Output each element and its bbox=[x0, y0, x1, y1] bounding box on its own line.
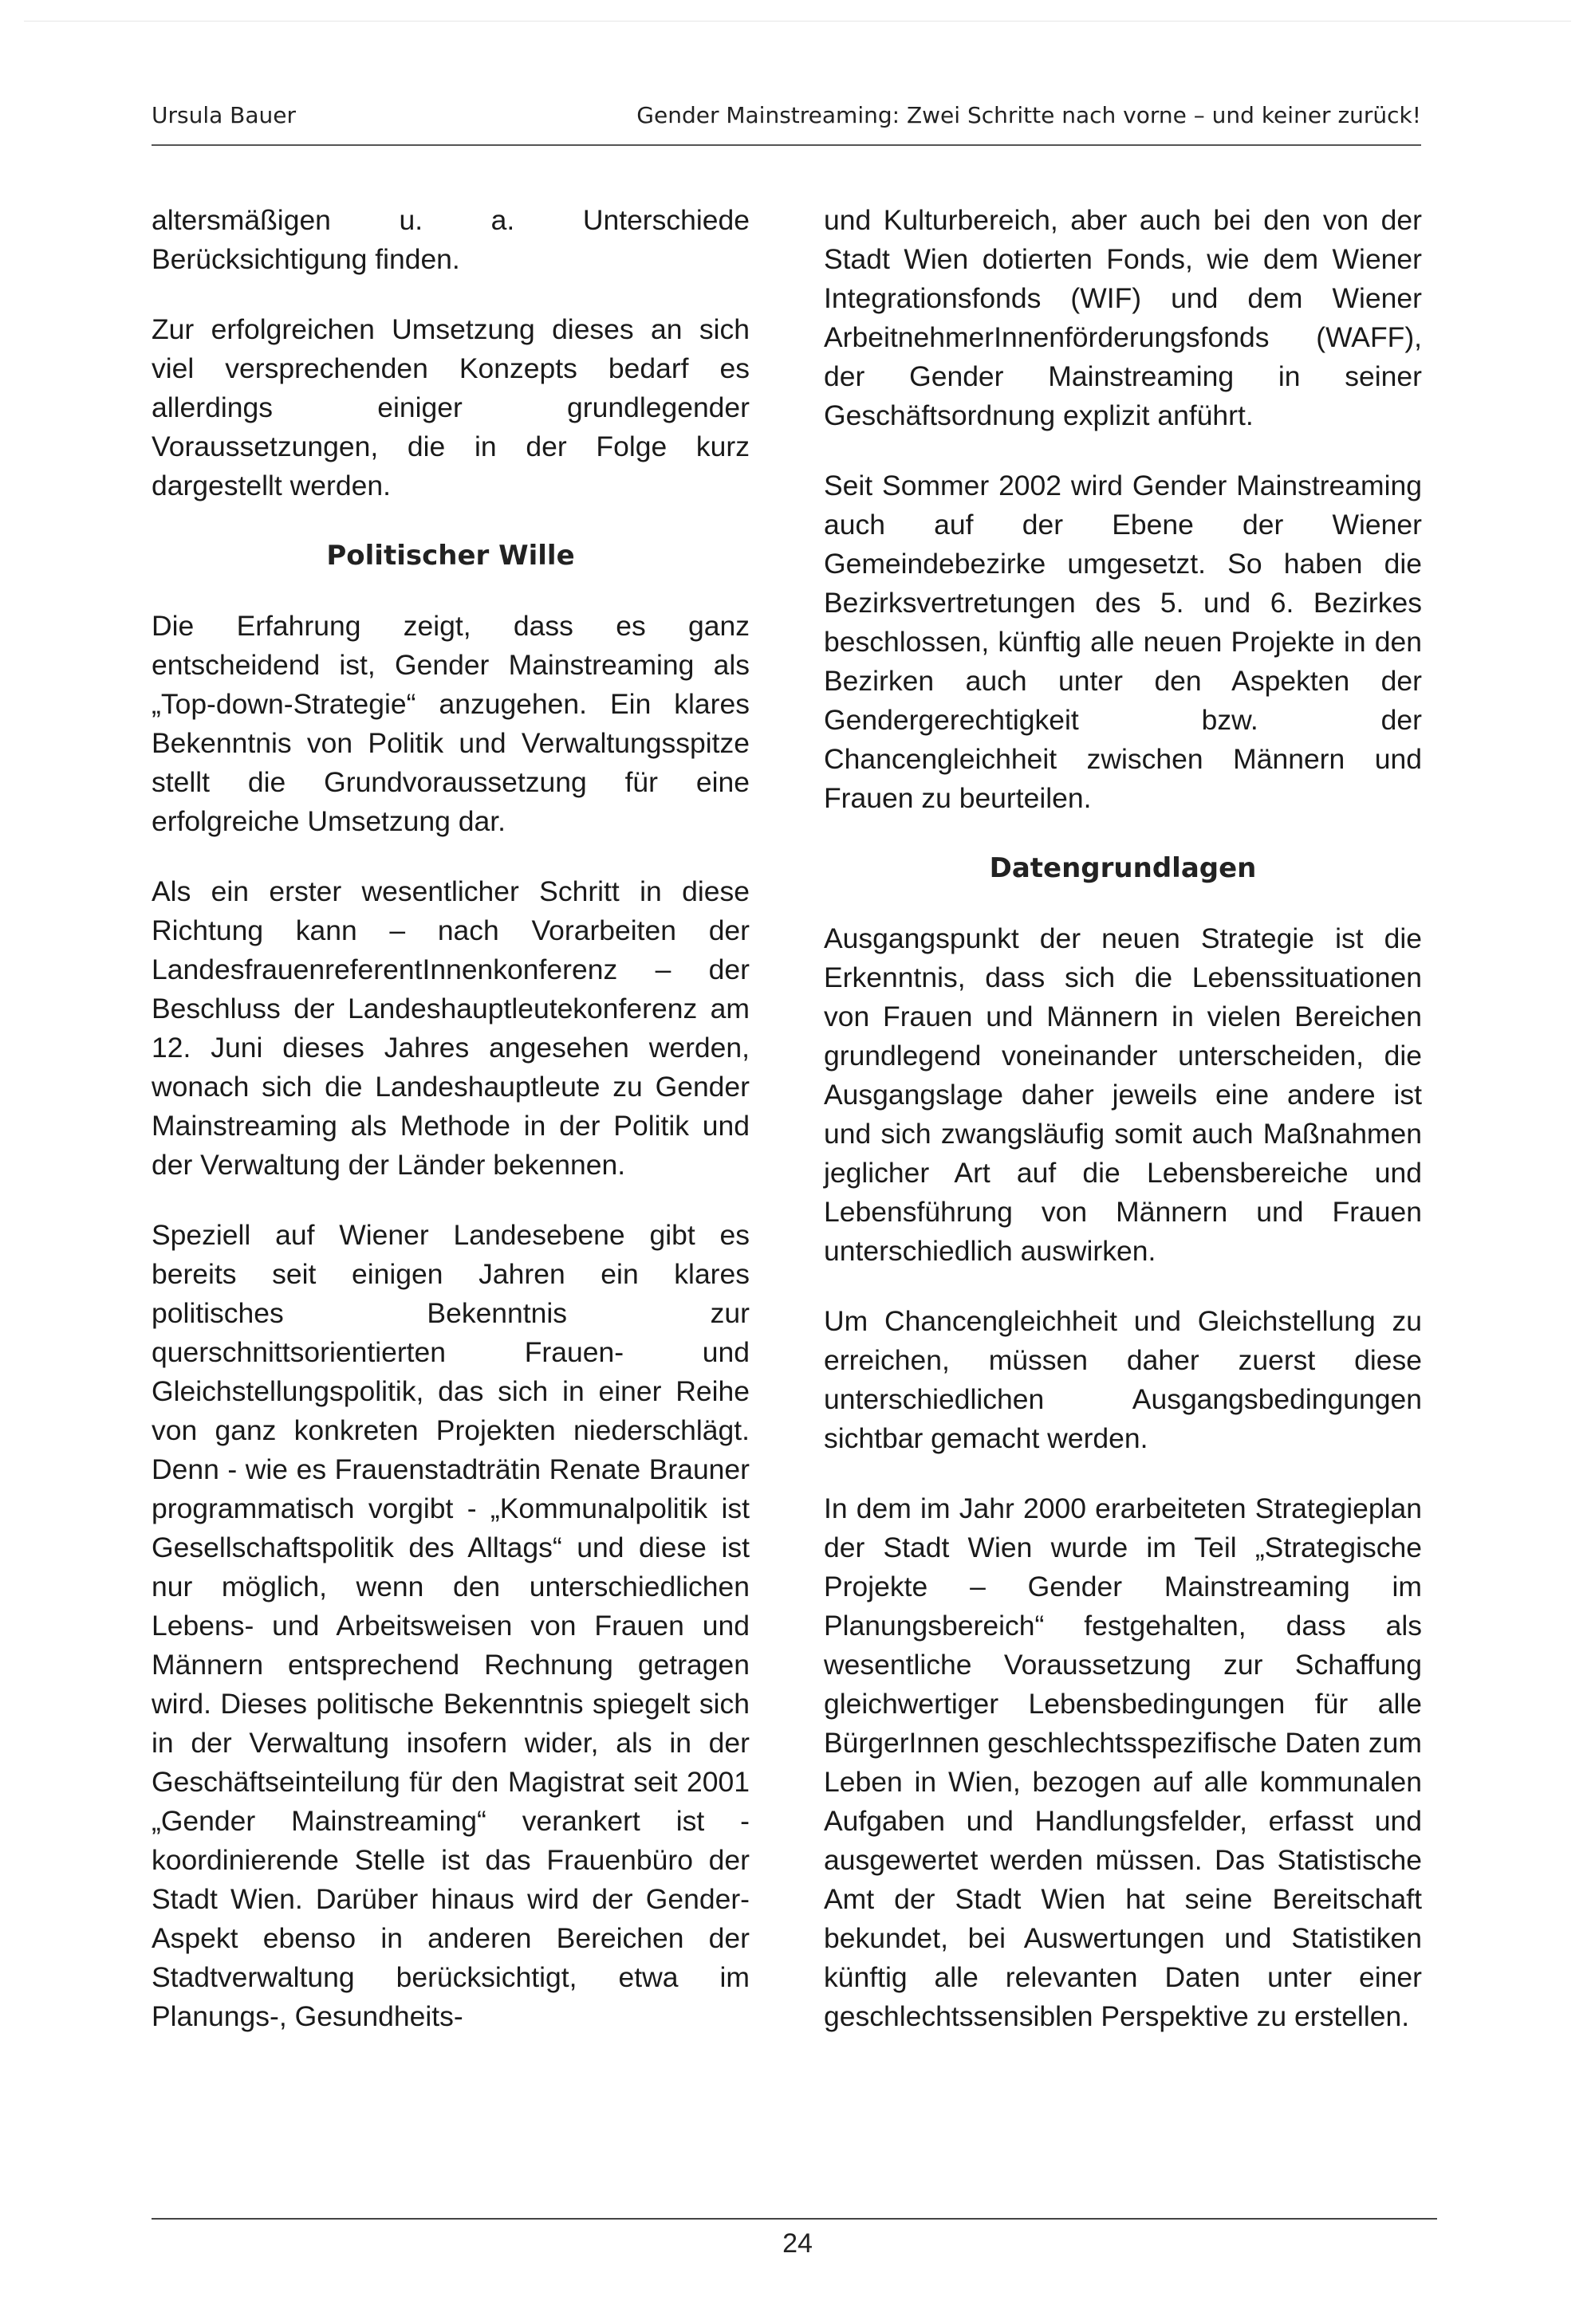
section-heading-politischer-wille: Politischer Wille bbox=[326, 540, 575, 572]
header-divider bbox=[152, 144, 1421, 146]
footer-divider bbox=[152, 2218, 1437, 2220]
paragraph: In dem im Jahr 2000 erarbeiteten Strategieplan der Stadt Wien wurde im Teil „Strategische Projekte – Gender Mainstreaming im Planungsbereich“ festgehalten, dass als wesentliche Voraussetzung zur Schaffung gleichwertiger Lebensbedingungen für alle BürgerInnen geschlechtsspezifische Daten zum Leben in Wien, bezogen auf alle kommunalen Aufgaben und Handlungsfelder, erfasst und ausgewertet werden müssen. Das Statistische Amt der Stadt Wien hat seine Bereitschaft bekundet, bei Auswertungen und Statistiken künftig alle relevanten Daten unter einer geschlechtssensiblen Perspektive zu erstellen. bbox=[824, 1492, 1422, 2032]
left-column bbox=[152, 201, 750, 2067]
right-column bbox=[824, 201, 1422, 2067]
paragraph: Ausgangspunkt der neuen Strategie ist die Erkenntnis, dass sich die Lebenssituationen von Frauen und Männern in vielen Bereichen grundlegend voneinander unterscheiden, die Ausgangslage daher jeweils eine andere ist und sich zwangsläufig somit auch Maßnahmen jeglicher Art auf die Lebensbereiche und Lebensführung von Männern und Frauen unterschiedlich auswirken. bbox=[824, 922, 1422, 1267]
paragraph: und Kulturbereich, aber auch bei den von der Stadt Wien dotierten Fonds, wie dem Wiener Integrationsfonds (WIF) und dem Wiener ArbeitnehmerInnenförderungsfonds (WAFF), der Gender Mainstreaming in seiner Geschäftsordnung explizit anführt. bbox=[824, 204, 1422, 431]
paragraph: Seit Sommer 2002 wird Gender Mainstreaming auch auf der Ebene der Wiener Gemeindebezirke umgesetzt. So haben die Bezirksvertretungen des 5. und 6. Bezirkes beschlossen, künftig alle neuen Projekte in den Bezirken auch unter den Aspekten der Gendergerechtigkeit bzw. der Chancengleichheit zwischen Männern und Frauen zu beurteilen. bbox=[824, 470, 1422, 814]
scan-edge-line bbox=[24, 21, 1571, 22]
header-title: Gender Mainstreaming: Zwei Schritte nach vorne – und keiner zurück! bbox=[636, 102, 1421, 128]
paragraph: Speziell auf Wiener Landesebene gibt es bereits seit einigen Jahren ein klares politisches Bekenntnis zur querschnittsorientierten Frauen- und Gleichstellungspolitik, das sich in einer Reihe von ganz konkreten Projekten niederschlägt. Denn - wie es Frauenstadträtin Renate Brauner programmatisch vorgibt - „Kommunalpolitik ist Gesellschaftspolitik des Alltags“ und diese ist nur möglich, wenn den unterschiedlichen Lebens- und Arbeitsweisen von Frauen und Männern entsprechend Rechnung getragen wird. Dieses politische Bekenntnis spiegelt sich in der Verwaltung insofern wider, als in der Geschäftseinteilung für den Magistrat seit 2001 „Gender Mainstreaming“ verankert ist - koordinierende Stelle ist das Frauenbüro der Stadt Wien. Darüber hinaus wird der Gender-Aspekt ebenso in anderen Bereichen der Stadtverwaltung berücksichtigt, etwa im Planungs-, Gesundheits- bbox=[152, 1219, 750, 2032]
paragraph: Um Chancengleichheit und Gleichstellung zu erreichen, müssen daher zuerst diese unterschiedlichen Ausgangsbedingungen sichtbar gemacht werden. bbox=[824, 1305, 1422, 1454]
running-header bbox=[152, 102, 1421, 128]
paragraph: Zur erfolgreichen Umsetzung dieses an sich viel versprechenden Konzepts bedarf es allerdings einiger grundlegender Voraussetzungen, die in der Folge kurz dargestellt werden. bbox=[152, 313, 750, 501]
page-number: 24 bbox=[782, 2228, 813, 2259]
header-author: Ursula Bauer bbox=[152, 102, 297, 128]
paragraph: Die Erfahrung zeigt, dass es ganz entscheidend ist, Gender Mainstreaming als „Top-down-Strategie“ anzugehen. Ein klares Bekenntnis von Politik und Verwaltungsspitze stellt die Grundvoraussetzung für eine erfolgreiche Umsetzung dar. bbox=[152, 610, 750, 837]
paragraph: altersmäßigen u. a. Unterschiede Berücksichtigung finden. bbox=[152, 204, 750, 275]
paragraph: Als ein erster wesentlicher Schritt in diese Richtung kann – nach Vorarbeiten der LandesfrauenreferentInnenkonferenz – der Beschluss der Landeshauptleutekonferenz am 12. Juni dieses Jahres angesehen werden, wonach sich die Landeshauptleute zu Gender Mainstreaming als Methode in der Politik und der Verwaltung der Länder bekennen. bbox=[152, 875, 750, 1181]
section-heading-datengrundlagen: Datengrundlagen bbox=[989, 852, 1257, 884]
